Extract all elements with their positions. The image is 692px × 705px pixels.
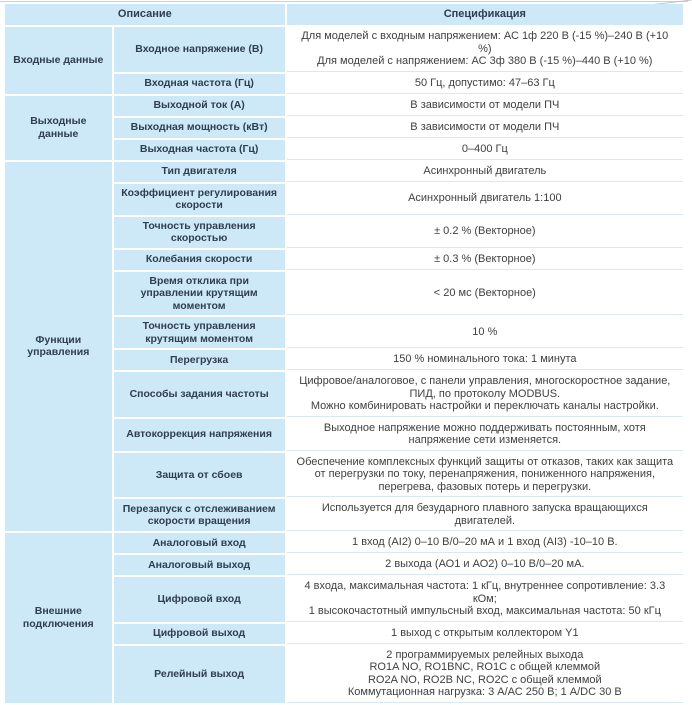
spec-line: Асинхронный двигатель 1:100 bbox=[408, 192, 562, 205]
spec-cell bbox=[287, 27, 683, 72]
description-cell: Способы задания частоты bbox=[114, 372, 285, 417]
spec-cell bbox=[287, 577, 683, 622]
spec-table-body bbox=[5, 27, 683, 703]
spec-line: ± 0.3 % (Векторное) bbox=[434, 252, 536, 265]
spec-line: 10 % bbox=[472, 325, 498, 338]
spec-cell bbox=[287, 272, 683, 316]
description-cell: Время отклика при управлении крутящим моментом bbox=[114, 272, 285, 316]
spec-line: 50 Гц, допустимо: 47–63 Гц bbox=[414, 76, 555, 89]
description-cell: Цифровой выход bbox=[114, 624, 285, 644]
spec-cell bbox=[287, 646, 683, 703]
spec-line: Цифровое/аналоговое, с панели управления, многоскоростное задание, bbox=[299, 375, 671, 387]
description-cell: Выходная мощность (кВт) bbox=[114, 118, 285, 138]
table-row bbox=[5, 533, 683, 553]
description-cell: Колебания скорости bbox=[114, 250, 285, 270]
table-row bbox=[5, 162, 683, 182]
spec-line: В зависимости от модели ПЧ bbox=[410, 98, 560, 111]
spec-line: 0–400 Гц bbox=[461, 142, 508, 155]
spec-line: RO1A NO, RO1BNC, RO1C с общей клеммой bbox=[369, 661, 601, 673]
spec-cell bbox=[287, 453, 683, 498]
spec-line: Асинхронный двигатель bbox=[423, 164, 547, 177]
description-cell: Аналоговый вход bbox=[114, 533, 285, 553]
spec-line: 1 вход (AI2) 0–10 В/0–20 мА и 1 вход (AI3) -10–10 В. bbox=[352, 536, 618, 549]
description-cell: Коэффициент регулирования скорости bbox=[114, 184, 285, 215]
description-cell: Точность управления крутящим моментом bbox=[114, 317, 285, 348]
table-header-row bbox=[5, 4, 683, 25]
spec-cell bbox=[287, 372, 683, 417]
spec-cell bbox=[287, 184, 683, 215]
spec-line: ПИД, по протоколу MODBUS. bbox=[409, 387, 561, 400]
description-cell: Перегрузка bbox=[114, 350, 285, 370]
spec-cell bbox=[287, 533, 683, 553]
description-cell: Цифровой вход bbox=[114, 577, 285, 622]
table-header-description: Описание bbox=[5, 4, 285, 25]
spec-cell bbox=[287, 162, 683, 182]
description-cell: Автокоррекция напряжения bbox=[114, 419, 285, 451]
spec-line: RO2A NO, RO2B NC, RO2C с общей клеммой bbox=[367, 673, 602, 686]
description-cell: Выходной ток (А) bbox=[114, 96, 285, 116]
spec-line: Для моделей с входным напряжением: АС 1ф 220 В (-15 %)–240 В (+10 %) bbox=[301, 30, 669, 55]
spec-cell bbox=[287, 555, 683, 575]
spec-line: 4 входа, максимальная частота: 1 кГц, внутреннее сопротивление: 3.3 кОм; bbox=[304, 580, 666, 605]
description-cell: Входная частота (Гц) bbox=[114, 74, 285, 94]
spec-cell bbox=[287, 74, 683, 94]
description-cell: Перезапуск с отслеживанием скорости вращения bbox=[114, 499, 285, 531]
spec-cell bbox=[287, 140, 683, 160]
table-row bbox=[5, 27, 683, 72]
table-header-specification: Спецификация bbox=[287, 4, 683, 25]
spec-table bbox=[3, 2, 685, 705]
spec-cell bbox=[287, 350, 683, 370]
spec-line: ± 0.2 % (Векторное) bbox=[434, 225, 536, 238]
spec-line: 2 программируемых релейных выхода bbox=[386, 648, 584, 661]
table-row bbox=[5, 96, 683, 116]
spec-line: 150 % номинального тока: 1 минута bbox=[393, 353, 577, 366]
spec-cell bbox=[287, 317, 683, 348]
spec-line: 2 выхода (АО1 и АО2) 0–10 В/0–20 мА. bbox=[385, 558, 585, 571]
spec-line: Коммутационная нагрузка: 3 А/АС 250 В; 1 А/DC 30 В bbox=[347, 686, 622, 698]
description-cell: Входное напряжение (В) bbox=[114, 27, 285, 72]
spec-cell bbox=[287, 419, 683, 451]
category-cell: Выходные данные bbox=[5, 96, 112, 160]
description-cell: Защита от сбоев bbox=[114, 453, 285, 498]
description-cell: Релейный выход bbox=[114, 646, 285, 703]
spec-line: Обеспечение комплексных функций защиты от отказов, таких как защита от перегрузки по току, перенапряжения, пониженного напряжения, перегрева, фазовых потерь и перегрузки. bbox=[296, 455, 674, 493]
description-cell: Аналоговый выход bbox=[114, 555, 285, 575]
spec-cell bbox=[287, 96, 683, 116]
spec-line: < 20 мс (Векторное) bbox=[433, 286, 536, 299]
category-cell: Внешние подключения bbox=[5, 533, 112, 703]
spec-line: Выходное напряжение можно поддерживать постоянным, хотя напряжение сети изменяется. bbox=[323, 421, 646, 446]
category-cell: Функции управления bbox=[5, 162, 112, 532]
spec-cell bbox=[287, 118, 683, 138]
spec-cell bbox=[287, 217, 683, 248]
spec-line: Можно комбинировать настройки и переключать каналы настройки. bbox=[310, 400, 659, 412]
spec-line: 1 выход с открытым коллектором Y1 bbox=[391, 626, 579, 639]
spec-cell bbox=[287, 250, 683, 270]
spec-cell bbox=[287, 499, 683, 531]
spec-line: 1 высокочастотный импульсный вход, максимальная частота: 50 кГц bbox=[308, 605, 661, 617]
spec-line: Для моделей с напряжением: АС 3ф 380 В (-15 %)–440 В (+10 %) bbox=[317, 55, 653, 67]
description-cell: Точность управления скоростью bbox=[114, 217, 285, 248]
spec-line: Используется для безударного плавного запуска вращающихся двигателей. bbox=[321, 502, 648, 527]
description-cell: Тип двигателя bbox=[114, 162, 285, 182]
spec-cell bbox=[287, 624, 683, 644]
description-cell: Выходная частота (Гц) bbox=[114, 140, 285, 160]
spec-line: В зависимости от модели ПЧ bbox=[410, 120, 560, 133]
category-cell: Входные данные bbox=[5, 27, 112, 94]
